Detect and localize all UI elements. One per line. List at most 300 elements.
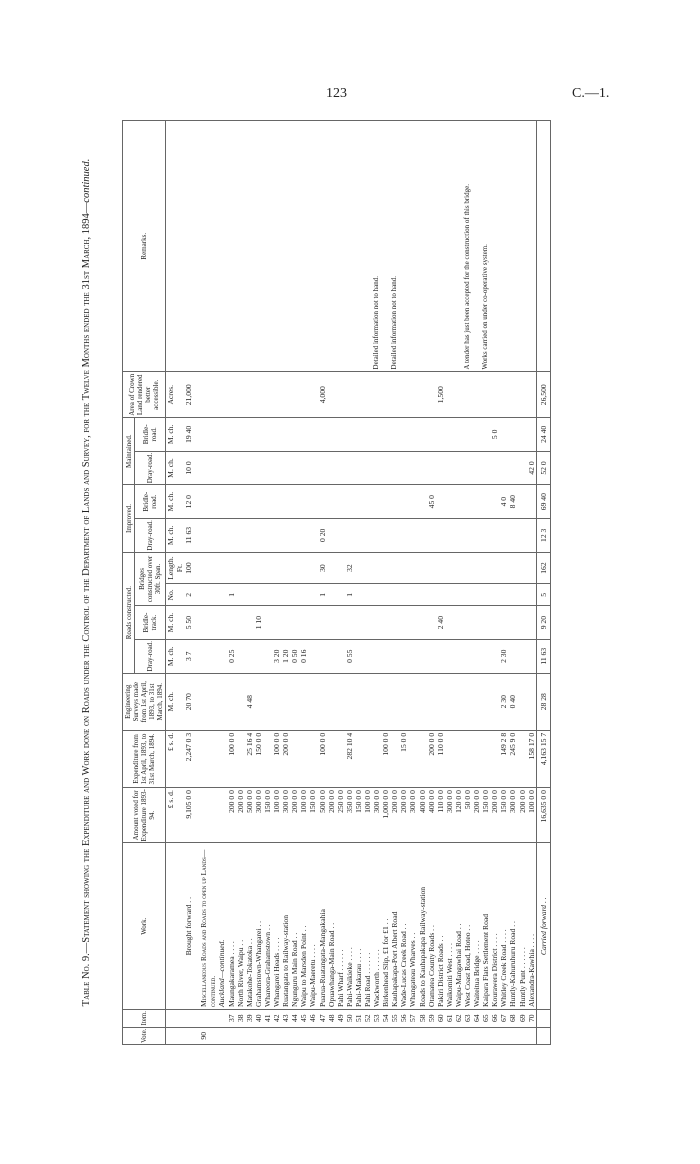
cell-mbridle	[245, 418, 254, 452]
cell-mdray	[518, 451, 527, 485]
cell-item: 44	[290, 1009, 299, 1027]
cell-blen	[272, 552, 281, 584]
cell-item: 61	[445, 1009, 454, 1027]
cell-ibridle	[454, 485, 463, 519]
cell-acres	[236, 372, 245, 418]
cell-bridle	[308, 606, 317, 640]
table-row	[308, 121, 317, 1045]
cell-bno	[354, 584, 363, 606]
vote-cell	[399, 1027, 408, 1044]
table-row	[399, 121, 408, 1045]
cell-remarks: Detailed information not to hand.	[372, 121, 381, 372]
cell-dray	[463, 639, 472, 673]
cell-exp: 25 16 4	[245, 730, 254, 787]
vote-cell	[263, 1027, 272, 1044]
cell-bno	[245, 584, 254, 606]
cell-acres	[399, 372, 408, 418]
cell-remarks	[318, 121, 327, 372]
cell-idray	[354, 518, 363, 552]
cell-mbridle	[272, 418, 281, 452]
cell-survey	[299, 673, 308, 730]
cell-voted: 110 0 0	[436, 788, 445, 843]
cell-acres	[472, 372, 481, 418]
cell-survey	[363, 673, 372, 730]
cell-remarks	[354, 121, 363, 372]
cell-survey	[236, 673, 245, 730]
cell-dray: 2 30	[499, 639, 508, 673]
cell-voted: 50 0 0	[463, 788, 472, 843]
cell-work: Kauhapakapa-Port Albert Road	[390, 843, 399, 1009]
cell-idray	[518, 518, 527, 552]
cf-bridle: 9 20	[536, 606, 550, 640]
cell-remarks	[499, 121, 508, 372]
cell-ibridle	[372, 485, 381, 519]
cell-item: 62	[454, 1009, 463, 1027]
table-row	[445, 121, 454, 1045]
cell-remarks	[399, 121, 408, 372]
cell-remarks: Detailed information not to hand.	[390, 121, 399, 372]
cell-voted: 200 0 0	[490, 788, 499, 843]
cell-work: Puarua-Ruatangata-Mangakahia	[318, 843, 327, 1009]
cell-mbridle	[408, 418, 417, 452]
rotated-table-block	[80, 120, 640, 1045]
cell-bridle	[236, 606, 245, 640]
cell-acres	[227, 372, 236, 418]
cell-voted: 150 0 0	[354, 788, 363, 843]
cell-bno	[399, 584, 408, 606]
vote-cell	[436, 1027, 445, 1044]
cell-item: 51	[354, 1009, 363, 1027]
cell-dray	[381, 639, 390, 673]
cell-survey	[463, 673, 472, 730]
cell-survey	[472, 673, 481, 730]
table-row	[299, 121, 308, 1045]
cell-blen	[527, 552, 537, 584]
header-vote: Vote.	[123, 1027, 166, 1044]
cell-dray	[308, 639, 317, 673]
vote-cell	[290, 1027, 299, 1044]
cell-mbridle	[463, 418, 472, 452]
cell-remarks	[227, 121, 236, 372]
cell-voted: 100 0 0	[363, 788, 372, 843]
header-amount-voted: Amount voted for Expenditure 1893-94.	[123, 788, 166, 843]
table-row	[290, 121, 299, 1045]
cell-remarks: Works carried on under co-operative system.	[481, 121, 490, 372]
cell-voted: 300 0 0	[372, 788, 381, 843]
cell-work: Grahamstown-Whangarei . .	[254, 843, 263, 1009]
cell-acres	[345, 372, 354, 418]
cell-exp	[290, 730, 299, 787]
cell-remarks	[345, 121, 354, 372]
cell-blen	[454, 552, 463, 584]
cell-exp: 200 0 0	[281, 730, 290, 787]
cell-idray	[381, 518, 390, 552]
vote-cell	[299, 1027, 308, 1044]
table-row	[381, 121, 390, 1045]
cell-mbridle	[318, 418, 327, 452]
cell-acres	[363, 372, 372, 418]
cell-dray: 3 20	[272, 639, 281, 673]
cell-dray	[445, 639, 454, 673]
cell-mbridle	[390, 418, 399, 452]
cell-ibridle	[318, 485, 327, 519]
cell-work: Pahi-Waikieke . . . .	[345, 843, 354, 1009]
table-row	[454, 121, 463, 1045]
cell-mdray	[427, 451, 436, 485]
cell-idray	[490, 518, 499, 552]
cell-work: Whareora-Grahamstown . .	[263, 843, 272, 1009]
cell-mbridle	[436, 418, 445, 452]
cell-acres	[299, 372, 308, 418]
cell-remarks: A tender has just been accepted for the construction of this bridge.	[463, 121, 472, 372]
cell-mdray	[472, 451, 481, 485]
cell-bno	[408, 584, 417, 606]
cell-work: Opuawhanga-Main Road . .	[327, 843, 336, 1009]
cell-idray	[345, 518, 354, 552]
cell-blen: 32	[345, 552, 354, 584]
table-row	[372, 121, 381, 1045]
cell-mbridle	[454, 418, 463, 452]
cell-mdray	[372, 451, 381, 485]
bf-imp-dray: 11 63	[184, 518, 193, 552]
cell-bno	[454, 584, 463, 606]
cell-acres	[354, 372, 363, 418]
cell-remarks	[527, 121, 537, 372]
cell-blen	[254, 552, 263, 584]
cell-work: Ngunguru Main Road . .	[290, 843, 299, 1009]
cell-dray: 0 25	[227, 639, 236, 673]
cell-bno	[527, 584, 537, 606]
vote-cell	[327, 1027, 336, 1044]
cell-survey	[445, 673, 454, 730]
cell-mbridle	[308, 418, 317, 452]
cell-voted: 200 0 0	[327, 788, 336, 843]
table-row	[354, 121, 363, 1045]
cell-exp: 15 0 0	[399, 730, 408, 787]
cell-dray	[518, 639, 527, 673]
cell-idray	[436, 518, 445, 552]
cell-mdray	[290, 451, 299, 485]
cell-acres	[427, 372, 436, 418]
cell-bridle	[381, 606, 390, 640]
cell-ibridle	[263, 485, 272, 519]
header-maintained-dray: Dray-road.	[135, 451, 166, 485]
cell-remarks	[436, 121, 445, 372]
vote-cell	[472, 1027, 481, 1044]
cell-ibridle	[254, 485, 263, 519]
cell-bridle	[445, 606, 454, 640]
unit-mch: M. ch.	[166, 518, 185, 552]
cell-dray	[399, 639, 408, 673]
vote-cell	[518, 1027, 527, 1044]
unit-mch: M. ch.	[166, 673, 185, 730]
cell-bridle	[354, 606, 363, 640]
cell-idray	[399, 518, 408, 552]
cell-mdray	[308, 451, 317, 485]
cell-mdray	[399, 451, 408, 485]
cell-work: Birkenhead Slip, £1 for £1 . .	[381, 843, 390, 1009]
cell-survey	[281, 673, 290, 730]
cell-blen	[463, 552, 472, 584]
cell-remarks	[336, 121, 345, 372]
cell-remarks	[381, 121, 390, 372]
cell-idray	[418, 518, 427, 552]
cell-exp	[336, 730, 345, 787]
cell-item: 39	[245, 1009, 254, 1027]
cell-work: Waipu to Marsden Point . .	[299, 843, 308, 1009]
cell-mbridle	[445, 418, 454, 452]
cell-blen	[263, 552, 272, 584]
unit-no: No.	[166, 584, 185, 606]
cell-dray	[481, 639, 490, 673]
cell-exp	[308, 730, 317, 787]
cell-bridle	[463, 606, 472, 640]
cell-bno	[281, 584, 290, 606]
table-row	[518, 121, 527, 1045]
cell-dray	[390, 639, 399, 673]
cell-voted: 300 0 0	[254, 788, 263, 843]
cell-ibridle	[281, 485, 290, 519]
cell-acres	[418, 372, 427, 418]
cell-acres: 4,000	[318, 372, 327, 418]
cell-bno	[418, 584, 427, 606]
cell-dray	[418, 639, 427, 673]
cell-survey	[408, 673, 417, 730]
bf-survey: 20 70	[184, 673, 193, 730]
table-body	[166, 121, 227, 1045]
cell-blen	[281, 552, 290, 584]
cell-dray	[254, 639, 263, 673]
header-maintained: Maintained.	[123, 418, 135, 485]
carried-forward-row	[536, 121, 550, 1045]
cell-exp: 100 0 0	[272, 730, 281, 787]
vote-cell	[508, 1027, 517, 1044]
cell-bridle	[427, 606, 436, 640]
cell-bno	[445, 584, 454, 606]
cell-blen	[372, 552, 381, 584]
cell-ibridle	[354, 485, 363, 519]
cell-work: Wade-Lucas Creek Road . .	[399, 843, 408, 1009]
cell-survey: 4 48	[245, 673, 254, 730]
cell-acres	[499, 372, 508, 418]
table-row	[427, 121, 436, 1045]
cell-mdray	[299, 451, 308, 485]
vote-cell	[499, 1027, 508, 1044]
vote-cell	[390, 1027, 399, 1044]
cell-bridle	[390, 606, 399, 640]
cell-survey	[390, 673, 399, 730]
cell-idray	[527, 518, 537, 552]
cell-work: Pahi Wharf . . . . . .	[336, 843, 345, 1009]
vote-cell	[354, 1027, 363, 1044]
cell-voted: 200 0 0	[227, 788, 236, 843]
bf-maint-bridle: 19 40	[184, 418, 193, 452]
cell-remarks	[454, 121, 463, 372]
cell-idray	[499, 518, 508, 552]
cell-dray	[490, 639, 499, 673]
cell-ibridle	[290, 485, 299, 519]
cell-acres	[372, 372, 381, 418]
cell-acres	[527, 372, 537, 418]
cell-bridle	[336, 606, 345, 640]
cell-acres	[408, 372, 417, 418]
cell-blen	[363, 552, 372, 584]
vote-number: 90	[199, 1027, 217, 1044]
brought-forward-row	[184, 121, 193, 1045]
cell-remarks	[254, 121, 263, 372]
cell-mdray	[281, 451, 290, 485]
unit-acres: Acres.	[166, 372, 185, 418]
cell-bridle	[327, 606, 336, 640]
cell-mdray	[318, 451, 327, 485]
cf-bridge-no: 5	[536, 584, 550, 606]
cell-bridle	[363, 606, 372, 640]
cell-ibridle: 45 0	[427, 485, 436, 519]
cell-voted: 100 0 0	[527, 788, 537, 843]
cell-mbridle: 5 0	[490, 418, 499, 452]
cell-bridle	[454, 606, 463, 640]
cell-voted: 250 0 0	[336, 788, 345, 843]
cell-mdray	[499, 451, 508, 485]
cell-exp	[236, 730, 245, 787]
table-item-rows	[227, 121, 537, 1045]
cell-dray	[472, 639, 481, 673]
cell-bno: 1	[227, 584, 236, 606]
cell-remarks	[445, 121, 454, 372]
table-row	[499, 121, 508, 1045]
cell-exp	[263, 730, 272, 787]
cell-survey	[308, 673, 317, 730]
subheading: Auckland—continued.	[217, 843, 226, 1009]
cell-ibridle	[445, 485, 454, 519]
cell-acres	[327, 372, 336, 418]
cell-mdray: 42 0	[527, 451, 537, 485]
cell-exp	[481, 730, 490, 787]
cell-blen	[299, 552, 308, 584]
cell-acres	[445, 372, 454, 418]
cell-exp: 110 0 0	[436, 730, 445, 787]
cell-mbridle	[354, 418, 363, 452]
cell-remarks	[308, 121, 317, 372]
table-row	[527, 121, 537, 1045]
cell-item: 41	[263, 1009, 272, 1027]
cell-voted: 200 0 0	[290, 788, 299, 843]
cell-exp: 158 17 0	[527, 730, 537, 787]
vote-cell	[463, 1027, 472, 1044]
cell-work: Whangateau Wharves . .	[408, 843, 417, 1009]
cell-blen	[390, 552, 399, 584]
cell-survey	[436, 673, 445, 730]
header-improved-dray: Dray-road.	[135, 518, 166, 552]
cell-dray: 1 20	[281, 639, 290, 673]
cell-bno	[372, 584, 381, 606]
bf-imp-bridle: 12 0	[184, 485, 193, 519]
table-row	[390, 121, 399, 1045]
cell-mbridle	[499, 418, 508, 452]
cell-remarks	[427, 121, 436, 372]
cell-ibridle	[336, 485, 345, 519]
cell-item: 55	[390, 1009, 399, 1027]
cell-blen	[336, 552, 345, 584]
cell-remarks	[327, 121, 336, 372]
cell-item: 48	[327, 1009, 336, 1027]
cell-blen	[227, 552, 236, 584]
cell-ibridle	[236, 485, 245, 519]
cell-exp	[408, 730, 417, 787]
cell-remarks	[518, 121, 527, 372]
cell-work: Huntly Punt . . . . . .	[518, 843, 527, 1009]
cell-voted: 500 0 0	[318, 788, 327, 843]
header-improved-bridle: Bridle-road.	[135, 485, 166, 519]
cell-bridle	[263, 606, 272, 640]
table-row	[327, 121, 336, 1045]
cell-mdray	[436, 451, 445, 485]
cell-item: 65	[481, 1009, 490, 1027]
cell-bno	[463, 584, 472, 606]
cell-ibridle: 4 0	[499, 485, 508, 519]
cell-bno	[336, 584, 345, 606]
cell-blen	[418, 552, 427, 584]
vote-cell	[336, 1027, 345, 1044]
cell-bno	[299, 584, 308, 606]
cell-bridle	[490, 606, 499, 640]
cell-acres	[290, 372, 299, 418]
cell-mbridle	[227, 418, 236, 452]
cell-bridle	[481, 606, 490, 640]
cell-mbridle	[345, 418, 354, 452]
cell-mbridle	[418, 418, 427, 452]
cell-item: 58	[418, 1009, 427, 1027]
cell-mdray	[454, 451, 463, 485]
cell-mbridle	[263, 418, 272, 452]
cell-mbridle	[372, 418, 381, 452]
cell-mdray	[463, 451, 472, 485]
cell-mbridle	[336, 418, 345, 452]
cell-item: 43	[281, 1009, 290, 1027]
vote-cell	[408, 1027, 417, 1044]
cell-remarks	[236, 121, 245, 372]
cell-bno	[390, 584, 399, 606]
cell-survey	[272, 673, 281, 730]
vote-cell	[245, 1027, 254, 1044]
cell-acres	[281, 372, 290, 418]
cell-mbridle	[254, 418, 263, 452]
cell-mbridle	[481, 418, 490, 452]
header-remarks: Remarks.	[123, 121, 166, 372]
cell-idray	[408, 518, 417, 552]
cell-exp: 100 0 0	[227, 730, 236, 787]
cell-work: North River, Waipu . .	[236, 843, 245, 1009]
cell-ibridle	[272, 485, 281, 519]
unit-length: Length. Ft.	[166, 552, 185, 584]
cell-item: 38	[236, 1009, 245, 1027]
cell-idray	[308, 518, 317, 552]
cell-mdray	[418, 451, 427, 485]
cell-bridle: 1 10	[254, 606, 263, 640]
cell-mbridle	[527, 418, 537, 452]
cell-item: 52	[363, 1009, 372, 1027]
cell-item: 40	[254, 1009, 263, 1027]
cell-blen	[245, 552, 254, 584]
cell-bridle	[499, 606, 508, 640]
cell-idray	[327, 518, 336, 552]
cell-idray: 0 20	[318, 518, 327, 552]
cell-exp	[354, 730, 363, 787]
cell-mdray	[390, 451, 399, 485]
cell-survey	[527, 673, 537, 730]
cell-exp: 100 0 0	[318, 730, 327, 787]
table-row	[281, 121, 290, 1045]
